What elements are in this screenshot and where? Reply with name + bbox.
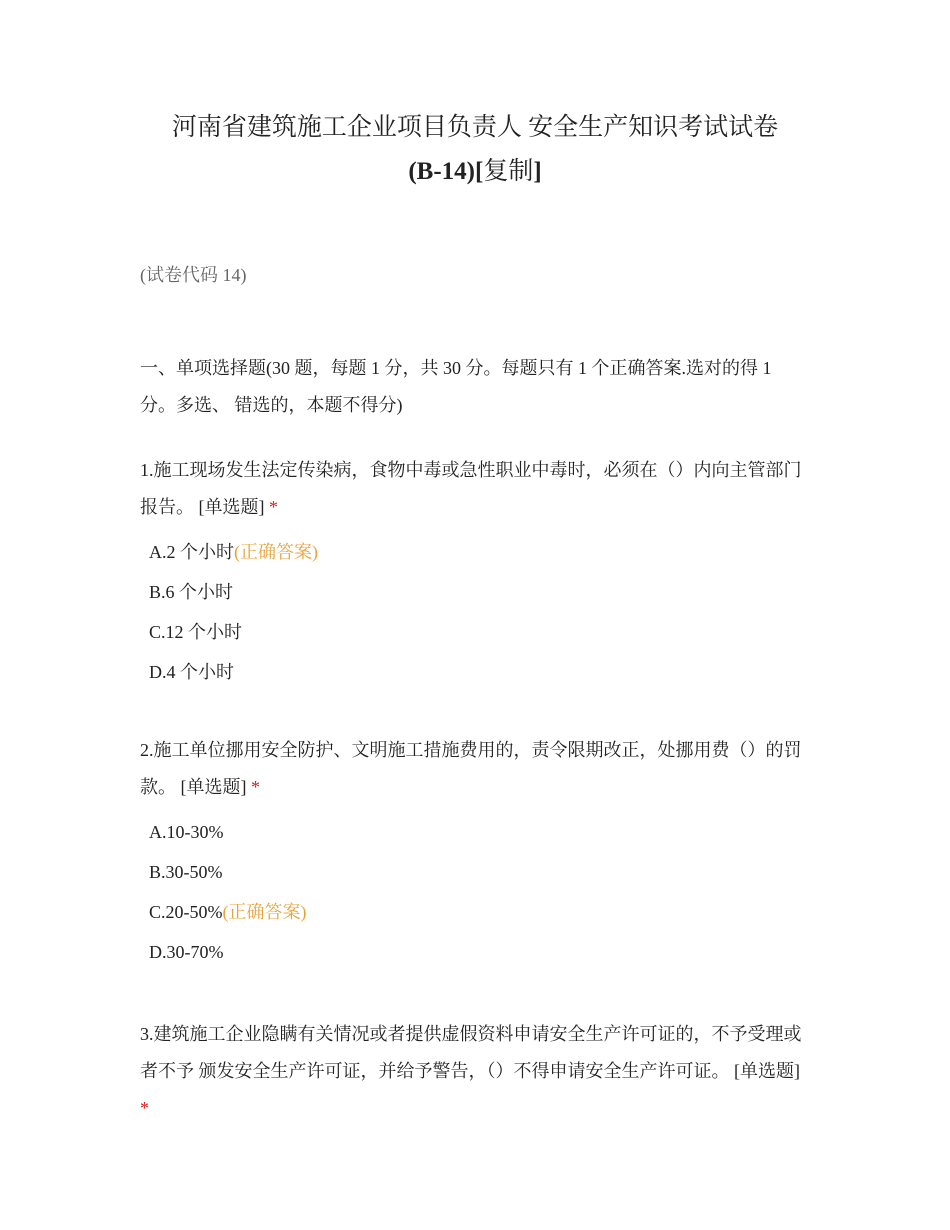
question-1-option-c[interactable]: [149, 612, 810, 652]
required-mark: *: [251, 777, 260, 797]
question-1: [140, 452, 810, 692]
question-3: [140, 1016, 810, 1127]
question-2-option-a[interactable]: [149, 812, 810, 852]
question-2-text: [140, 732, 810, 806]
option-label: B.6 个小时: [149, 582, 234, 602]
option-label: A.10-30%: [149, 822, 224, 842]
title-line-2: [100, 150, 850, 194]
question-3-stem: 3.建筑施工企业隐瞒有关情况或者提供虚假资料申请安全生产许可证的，不予受理或者不予 颁发安全生产许可证，并给予警告，（）不得申请安全生产许可证。 [单选题]: [140, 1024, 802, 1081]
correct-answer-tag: (正确答案): [234, 542, 318, 562]
option-label: C.12 个小时: [149, 622, 243, 642]
title-close-bracket: ]: [533, 158, 542, 185]
question-1-options: [140, 532, 810, 692]
exam-document: [140, 106, 810, 1127]
title-code: (B-14)[: [408, 158, 484, 185]
question-3-text: [140, 1016, 810, 1127]
question-2-option-c[interactable]: [149, 892, 810, 932]
question-1-option-d[interactable]: [149, 652, 810, 692]
required-mark: *: [269, 497, 278, 517]
question-2-option-b[interactable]: [149, 852, 810, 892]
option-label: D.4 个小时: [149, 662, 234, 682]
question-1-option-a[interactable]: [149, 532, 810, 572]
option-label: A.2 个小时: [149, 542, 234, 562]
question-1-option-b[interactable]: [149, 572, 810, 612]
exam-title: [100, 106, 850, 194]
question-1-stem: 1.施工现场发生法定传染病，食物中毒或急性职业中毒时，必须在（）内向主管部门报告。 [单选题]: [140, 460, 802, 517]
question-2-options: [140, 812, 810, 972]
section-heading: 一、单项选择题(30 题，每题 1 分，共 30 分。每题只有 1 个正确答案.选对的得 1 分。多选、 错选的，本题不得分): [140, 358, 772, 415]
title-copy-tag: 复制: [483, 158, 534, 185]
option-label: B.30-50%: [149, 862, 223, 882]
paper-code: (试卷代码 14): [140, 265, 247, 285]
option-label: D.30-70%: [149, 942, 224, 962]
question-2-stem: 2.施工单位挪用安全防护、文明施工措施费用的，责令限期改正，处挪用费（）的罚款。 [单选题]: [140, 740, 802, 797]
correct-answer-tag: (正确答案): [222, 902, 307, 922]
question-2: [140, 732, 810, 972]
required-mark: *: [140, 1098, 149, 1118]
question-2-option-d[interactable]: [149, 932, 810, 972]
question-1-text: [140, 452, 810, 526]
option-label: C.20-50%: [149, 902, 223, 922]
title-line-1: 河南省建筑施工企业项目负责人 安全生产知识考试试卷: [171, 114, 779, 141]
